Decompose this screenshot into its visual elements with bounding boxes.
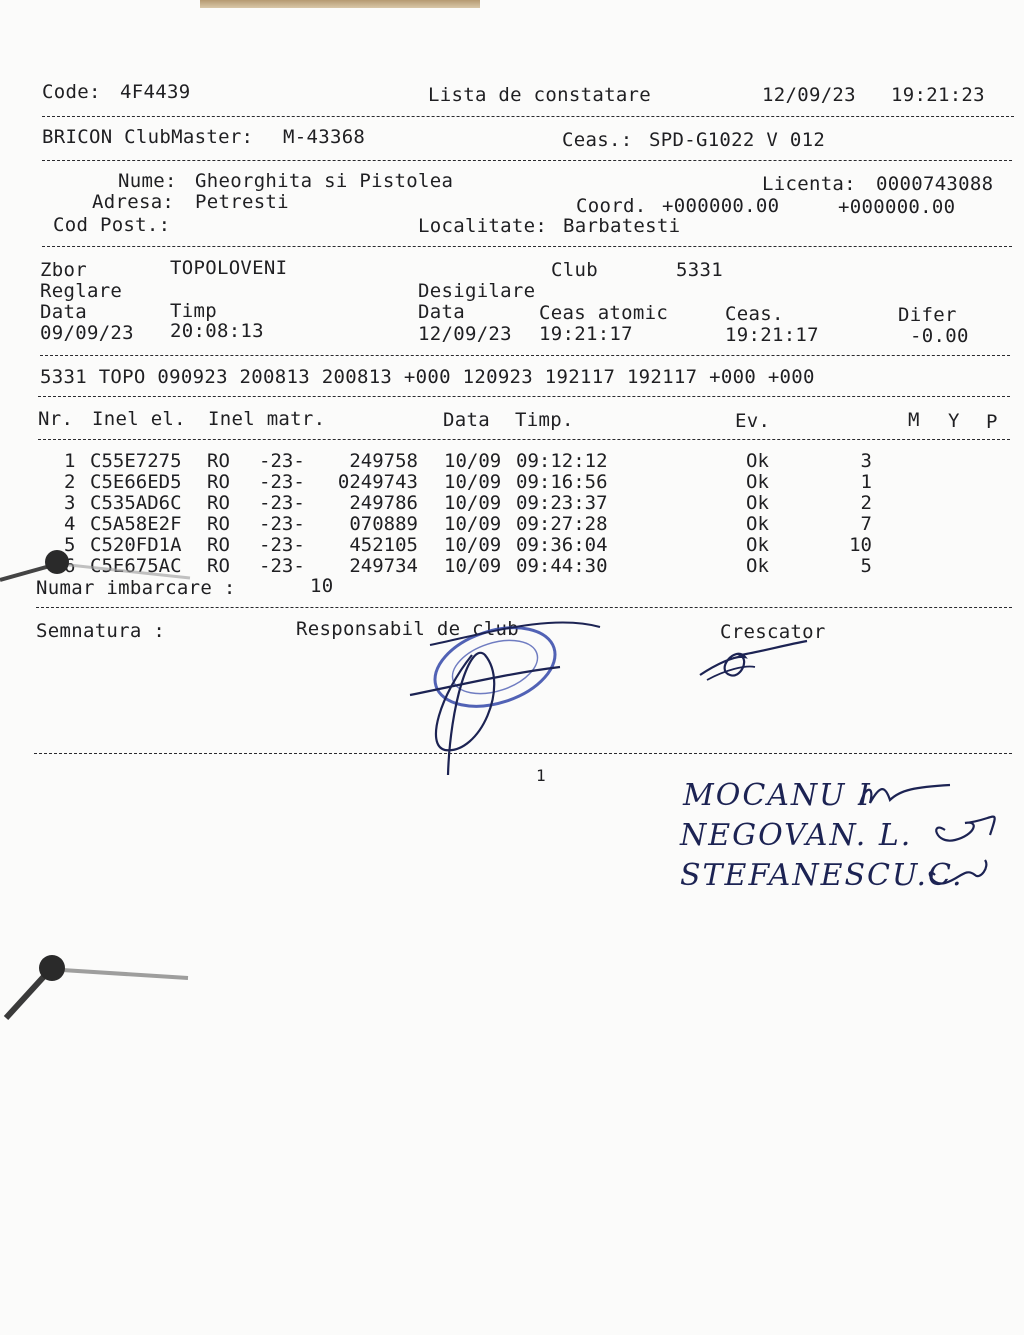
- electronic-ring: C55E7275: [90, 450, 182, 472]
- divider: [40, 355, 1010, 356]
- electronic-ring: C5E675AC: [90, 555, 182, 577]
- arrival-date: 10/09: [444, 534, 502, 556]
- electronic-ring: C5A58E2F: [90, 513, 182, 535]
- divider: [42, 160, 1012, 161]
- club-number: 5331: [676, 259, 723, 281]
- event-status: Ok: [746, 534, 769, 556]
- divider: [38, 396, 1010, 397]
- unseal-date: 12/09/23: [418, 323, 512, 345]
- unseal-date-label: Data: [418, 301, 465, 323]
- print-time: 19:21:23: [891, 84, 985, 106]
- name-label: Nume:: [118, 170, 177, 192]
- ring-number: 070889: [349, 513, 418, 535]
- row-number: 5: [64, 534, 76, 556]
- coord-label: Coord.: [576, 195, 647, 217]
- boarding-label: Numar imbarcare :: [36, 577, 236, 599]
- event-status: Ok: [746, 450, 769, 472]
- arrival-date: 10/09: [444, 450, 502, 472]
- arrival-time: 09:36:04: [516, 534, 608, 556]
- club-label: Club: [551, 259, 598, 281]
- ring-year: -23-: [259, 534, 305, 556]
- ring-number: 249734: [349, 555, 418, 577]
- unseal-label: Desigilare: [418, 280, 536, 302]
- handwritten-name-2: NEGOVAN. L.: [680, 818, 913, 853]
- paper-edge: [200, 0, 480, 8]
- club-stamp: [400, 615, 610, 785]
- breeder-label: Crescator: [720, 621, 826, 643]
- position: 2: [860, 492, 872, 514]
- event-status: Ok: [746, 492, 769, 514]
- ring-number: 249758: [349, 450, 418, 472]
- col-time: Timp.: [515, 409, 574, 431]
- address-value: Petresti: [195, 191, 289, 213]
- binder-hole-upper: [0, 540, 200, 590]
- postcode-label: Cod Post.:: [53, 214, 171, 236]
- ring-country: RO: [207, 471, 230, 493]
- col-ring-el: Inel el.: [92, 408, 186, 430]
- position: 10: [849, 534, 872, 556]
- coord-x: +000000.00: [662, 195, 780, 217]
- print-date: 12/09/23: [762, 84, 856, 106]
- code-value: 4F4439: [120, 81, 191, 103]
- arrival-time: 09:16:56: [516, 471, 608, 493]
- owner-name: Gheorghita si Pistolea: [195, 170, 454, 192]
- divider: [42, 246, 1012, 247]
- row-number: 2: [64, 471, 76, 493]
- col-p: P: [986, 411, 998, 433]
- electronic-ring: C520FD1A: [90, 534, 182, 556]
- ring-year: -23-: [259, 513, 305, 535]
- atomic-time: 19:21:17: [539, 323, 633, 345]
- handwritten-name-1: MOCANU I: [683, 778, 872, 813]
- clock-time: 19:21:17: [725, 324, 819, 346]
- col-ring-matr: Inel matr.: [208, 408, 326, 430]
- divider: [42, 116, 1014, 117]
- position: 5: [860, 555, 872, 577]
- ring-number: 0249743: [337, 471, 418, 493]
- flight-label: Zbor: [40, 259, 87, 281]
- signature-label: Semnatura :: [36, 620, 166, 642]
- clock-time-label: Ceas.: [725, 303, 784, 325]
- col-date: Data: [443, 409, 490, 431]
- arrival-time: 09:44:30: [516, 555, 608, 577]
- license-value: 0000743088: [876, 173, 994, 195]
- binder-hole-lower: [0, 950, 200, 1025]
- arrival-date: 10/09: [444, 492, 502, 514]
- position: 3: [860, 450, 872, 472]
- handwritten-initials: [840, 775, 1010, 895]
- ring-country: RO: [207, 555, 230, 577]
- electronic-ring: C5E66ED5: [90, 471, 182, 493]
- arrival-date: 10/09: [444, 513, 502, 535]
- event-status: Ok: [746, 471, 769, 493]
- col-m: M: [908, 409, 920, 431]
- document-title: Lista de constatare: [428, 84, 652, 106]
- setting-label: Reglare: [40, 280, 123, 302]
- code-label: Code:: [42, 81, 101, 103]
- arrival-time: 09:27:28: [516, 513, 608, 535]
- ring-year: -23-: [259, 492, 305, 514]
- ring-number: 452105: [349, 534, 418, 556]
- setting-time: 20:08:13: [170, 320, 264, 342]
- ring-country: RO: [207, 513, 230, 535]
- setting-time-label: Timp: [170, 300, 217, 322]
- ring-country: RO: [207, 450, 230, 472]
- summary-line: 5331 TOPO 090923 200813 200813 +000 120923 192117 192117 +000 +000: [40, 366, 815, 388]
- ring-country: RO: [207, 534, 230, 556]
- clubmaster-value: M-43368: [283, 126, 366, 148]
- arrival-date: 10/09: [444, 471, 502, 493]
- license-label: Licenta:: [762, 173, 856, 195]
- row-number: 3: [64, 492, 76, 514]
- club-responsible-label: Responsabil de club: [296, 618, 520, 640]
- ring-year: -23-: [259, 450, 305, 472]
- ring-number: 249786: [349, 492, 418, 514]
- arrival-date: 10/09: [444, 555, 502, 577]
- handwritten-name-3: STEFANESCU.C.: [680, 858, 964, 893]
- atomic-clock-label: Ceas atomic: [539, 302, 669, 324]
- arrival-time: 09:23:37: [516, 492, 608, 514]
- divider: [36, 607, 1012, 608]
- arrival-time: 09:12:12: [516, 450, 608, 472]
- divider: [34, 753, 1012, 754]
- event-status: Ok: [746, 513, 769, 535]
- ring-country: RO: [207, 492, 230, 514]
- setting-date: 09/09/23: [40, 322, 134, 344]
- clock-label: Ceas.:: [562, 129, 633, 151]
- electronic-ring: C535AD6C: [90, 492, 182, 514]
- row-number: 4: [64, 513, 76, 535]
- coord-y: +000000.00: [838, 196, 956, 218]
- setting-date-label: Data: [40, 301, 87, 323]
- difference-label: Difer: [898, 304, 957, 326]
- locality-value: Barbatesti: [563, 215, 681, 237]
- clubmaster-label: BRICON ClubMaster:: [42, 126, 254, 148]
- page-number: 1: [536, 766, 546, 785]
- breeder-signature: [695, 635, 815, 690]
- event-status: Ok: [746, 555, 769, 577]
- ring-year: -23-: [259, 471, 305, 493]
- divider: [38, 439, 1010, 440]
- row-number: 1: [64, 450, 76, 472]
- address-label: Adresa:: [92, 191, 175, 213]
- ring-year: -23-: [259, 555, 305, 577]
- col-nr: Nr.: [38, 408, 74, 430]
- boarding-count: 10: [310, 575, 334, 597]
- position: 7: [860, 513, 872, 535]
- locality-label: Localitate:: [418, 215, 548, 237]
- flight-name: TOPOLOVENI: [170, 257, 288, 279]
- col-y: Y: [948, 410, 960, 432]
- clock-model: SPD-G1022 V 012: [649, 129, 826, 151]
- difference-value: -0.00: [910, 325, 969, 347]
- col-ev: Ev.: [735, 410, 771, 432]
- position: 1: [860, 471, 872, 493]
